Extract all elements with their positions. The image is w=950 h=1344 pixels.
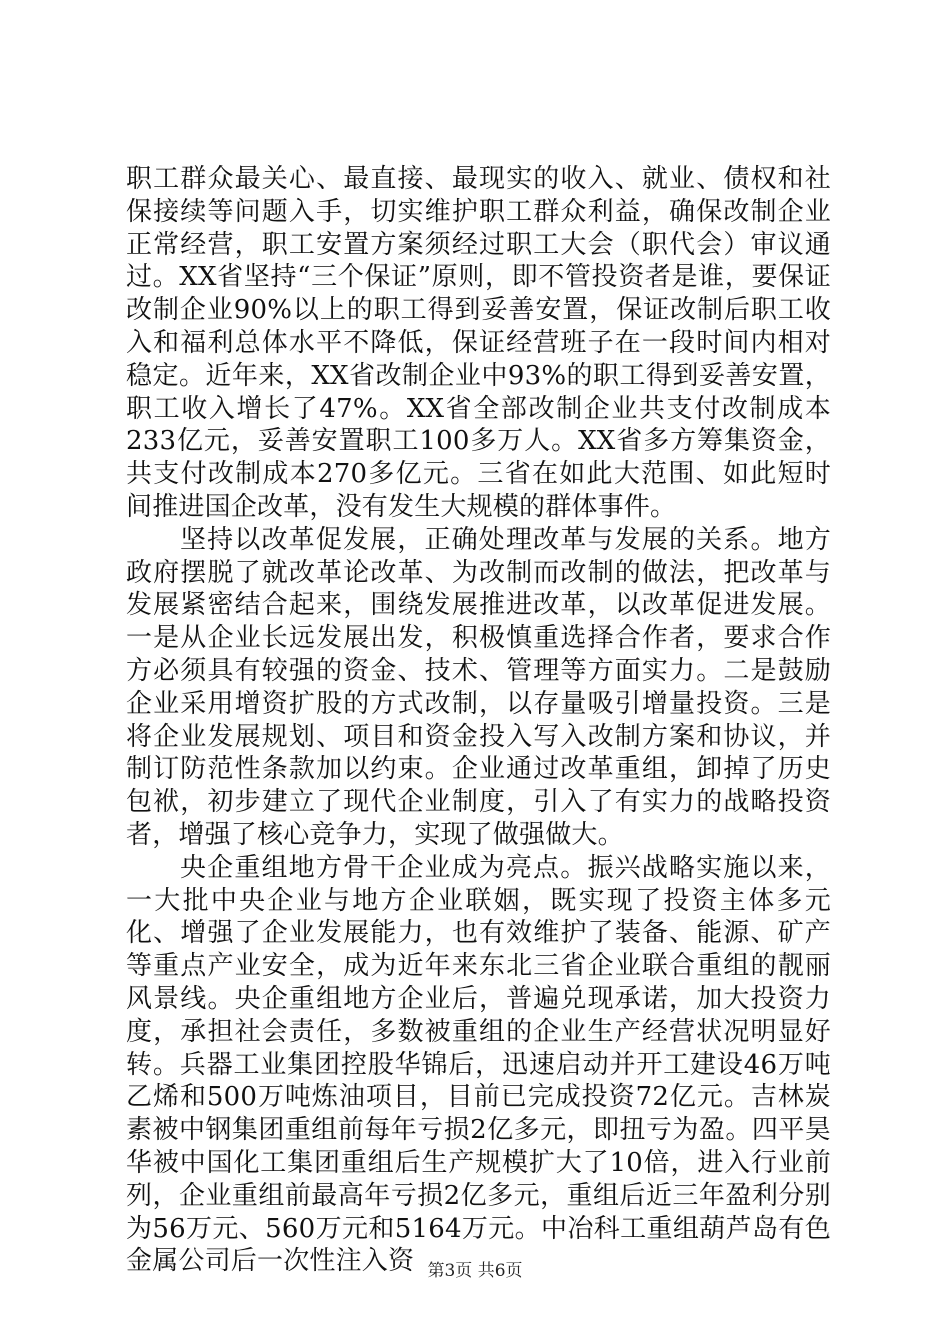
page-footer: 第3页 共6页 — [427, 1261, 523, 1281]
body-text — [126, 163, 831, 1278]
paragraph-2: 坚持以改革促发展，正确处理改革与发展的关系。地方政府摆脱了就改革论改革、为改制而改制的做法，把改革与发展紧密结合起来，围绕发展推进改革，以改革促进发展。一是从企业长远发展出发，积极慎重选择合作者，要求合作方必须具有较强的资金、技术、管理等方面实力。二是鼓励企业采用增资扩股的方式改制，以存量吸引增量投资。三是将企业发展规划、项目和资金投入写入改制方案和协议，并制订防范性条款加以约束。企业通过改革重组，卸掉了历史包袱，初步建立了现代企业制度，引入了有实力的战略投资者，增强了核心竞争力，实现了做强做大。 — [126, 524, 831, 850]
paragraph-1: 职工群众最关心、最直接、最现实的收入、就业、债权和社保接续等问题入手，切实维护职工群众利益，确保改制企业正常经营，职工安置方案须经过职工大会（职代会）审议通过。XX省坚持“三个保证”原则，即不管投资者是谁，要保证改制企业90%以上的职工得到妥善安置，保证改制后职工收入和福利总体水平不降低，保证经营班子在一段时间内相对稳定。近年来，XX省改制企业中93%的职工得到妥善安置，职工收入增长了47%。XX省全部改制企业共支付改制成本233亿元，妥善安置职工100多万人。XX省多方筹集资金，共支付改制成本270多亿元。三省在如此大范围、如此短时间推进国企改革，没有发生大规模的群体事件。 — [126, 164, 831, 522]
paragraph-3: 央企重组地方骨干企业成为亮点。振兴战略实施以来，一大批中央企业与地方企业联姻，既实现了投资主体多元化、增强了企业发展能力，也有效维护了装备、能源、矿产等重点产业安全，成为近年来东北三省企业联合重组的靓丽风景线。央企重组地方企业后，普遍兑现承诺，加大投资力度，承担社会责任，多数被重组的企业生产经营状况明显好转。兵器工业集团控股华锦后，迅速启动并开工建设46万吨乙烯和500万吨炼油项目，目前已完成投资72亿元。吉林炭素被中钢集团重组前每年亏损2亿多元，即扭亏为盈。四平昊华被中国化工集团重组后生产规模扩大了10倍，进入行业前列，企业重组前最高年亏损2亿多元，重组后近三年盈利分别为56万元、560万元和5164万元。中冶科工重组葫芦岛有色金属公司后一次性注入资 — [126, 852, 831, 1277]
